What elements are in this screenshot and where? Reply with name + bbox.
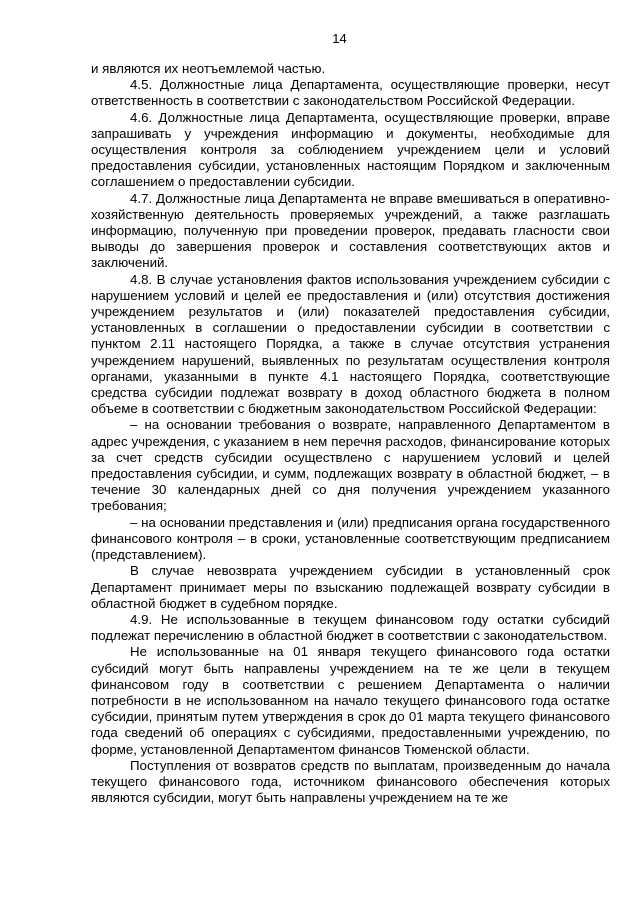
paragraph-unused-balances: Не использованные на 01 января текущего финансового года остатки субсидий могут быть направлены учреждением на те же цели в текущем финансовом году в соответствии с решением Департамента о наличии потребности в не использованном на начало текущего финансового года остатке субсидии, принятым путем утверждения в срок до 01 марта текущего финансового года сведений об операциях с субсидиями, предоставленными учреждению, по форме, установленной Департаментом финансов Тюменской области. bbox=[91, 644, 610, 757]
list-item-return-requirement: – на основании требования о возврате, направленного Департаментом в адрес учреждения, с указанием в нем перечня расходов, финансирование которых за счет средств субсидии осуществлено с нарушением условий и целей предоставления субсидии, и сумм, подлежащих возврату в областной бюджет, – в течение 30 календарных дней со дня получения учреждением указанного требования; bbox=[91, 417, 610, 514]
list-item-financial-control: – на основании представления и (или) предписания органа государственного финансового контроля – в сроки, установленные соответствующим предписанием (представлением). bbox=[91, 514, 610, 563]
paragraph-4-5: 4.5. Должностные лица Департамента, осуществляющие проверки, несут ответственность в соответствии с законодательством Российской Федерации. bbox=[91, 77, 610, 109]
paragraph-4-8: 4.8. В случае установления фактов использования учреждением субсидии с нарушением условий и целей ее предоставления и (или) отсутствия достижения учреждением результатов и (или) показателей предоставления субсидии, установленных в соглашении о предоставлении субсидии в соответствии с пунктом 2.11 настоящего Порядка, а также в случае отсутствия устранения учреждением нарушений, выявленных по результатам осуществления контроля органами, указанными в пункте 4.1 настоящего Порядка, соответствующие средства субсидии подлежат возврату в доход областного бюджета в полном объеме в соответствии с бюджетным законодательством Российской Федерации: bbox=[91, 271, 610, 417]
paragraph-continuation: и являются их неотъемлемой частью. bbox=[91, 61, 326, 76]
page-number: 14 bbox=[332, 31, 347, 46]
paragraph-4-9: 4.9. Не использованные в текущем финансовом году остатки субсидий подлежат перечислению в областной бюджет в соответствии с законодательством. bbox=[91, 611, 610, 644]
paragraph-non-return: В случае невозврата учреждением субсидии в установленный срок Департамент принимает меры по взысканию подлежащей возврату субсидии в областной бюджет в судебном порядке. bbox=[91, 563, 610, 611]
paragraph-4-6: 4.6. Должностные лица Департамента, осуществляющие проверки, вправе запрашивать у учреждения информацию и документы, необходимые для осуществления контроля за соблюдением учреждением цели и условий предоставления субсидии, установленных настоящим Порядком и заключенным соглашением о предоставлении субсидии. bbox=[91, 109, 610, 190]
paragraph-refund-receipts: Поступления от возвратов средств по выплатам, произведенным до начала текущего финансового года, источником финансового обеспечения которых являются субсидии, могут быть направлены учреждением на те же bbox=[91, 757, 610, 806]
paragraph-4-7: 4.7. Должностные лица Департамента не вправе вмешиваться в оперативно-хозяйственную деятельность проверяемых учреждений, а также разглашать информацию, полученную при проведении проверок, предавать гласности свои выводы до завершения проверок и составления соответствующих актов и заключений. bbox=[91, 190, 610, 271]
document-body bbox=[91, 61, 610, 806]
